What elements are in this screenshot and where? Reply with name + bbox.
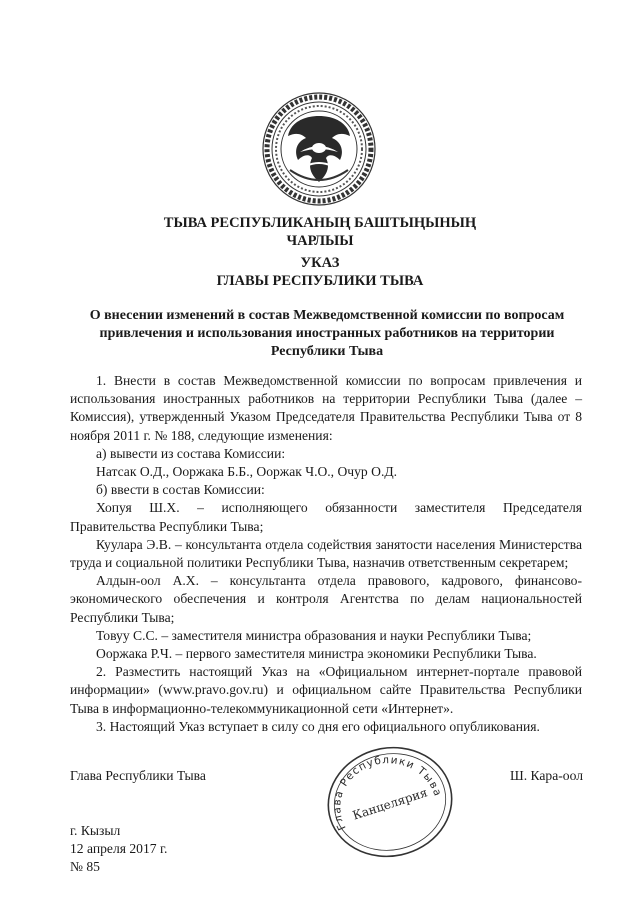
coat-of-arms-icon [260,90,378,208]
title-line-1: О внесении изменений в состав Межведомственной комиссии по вопросам [89,308,565,323]
stamp-ring-text: Глава Республики Тыва [331,754,444,833]
footer-city: г. Кызыл [70,823,121,838]
header-line-1: ТЫВА РЕСПУБЛИКАНЫҢ БАШТЫҢЫНЫҢ [163,215,477,231]
footer-date: 12 апреля 2017 г. [70,841,168,856]
paragraph-2: а) вывести из состава Комиссии: [96,445,286,461]
signature-name: Ш. Кара-оол [510,768,583,783]
header-line-3: УКАЗ [300,255,340,271]
paragraph-5: Хопуя Ш.Х. – исполняющего обязанности заместителя Председателя Правительства Республики Тыва; [70,500,582,534]
paragraph-10: 2. Разместить настоящий Указ на «Официальном интернет-портале правовой информации» (www.pravo.gov.ru) и официальном сайте Правительства Республики Тыва в информационно-телекоммуникационной сети «Интернет». [70,664,582,716]
paragraph-1: 1. Внести в состав Межведомственной комиссии по вопросам привлечения и использования иностранных работников на территории Республики Тыва (далее – Комиссия), утвержденный Указом Председателя Правительства Республики Тыва от 8 ноября 2011 г. № 188, следующие изменения: [70,373,582,443]
paragraph-6: Куулара Э.В. – консультанта отдела содействия занятости населения Министерства труда и социальной политики Республики Тыва, назначив ответственным секретарем; [70,536,582,571]
signature-position: Глава Республики Тыва [70,768,206,783]
stamp-center-text: Канцелярия [350,785,430,823]
paragraph-9: Ооржака Р.Ч. – первого заместителя министра экономики Республики Тыва. [96,646,537,662]
header-line-2: ЧАРЛЫЫ [286,233,354,249]
document-footer [70,822,167,876]
office-stamp-icon [318,742,458,860]
paragraph-7: Алдын-оол А.Х. – консультанта отдела правового, кадрового, финансово-экономического обеспечения и контроля Агентства по делам национальностей Республики Тыва; [70,573,582,625]
header-tuvan [0,214,640,250]
document-title [72,307,582,361]
paragraph-8: Товуу С.С. – заместителя министра образования и науки Республики Тыва; [96,627,532,643]
title-line-2: привлечения и использования иностранных работников на территории [99,326,555,341]
document-body [70,372,582,736]
paragraph-4: б) ввести в состав Комиссии: [96,482,265,498]
paragraph-11: 3. Настоящий Указ вступает в силу со дня его официального опубликования. [96,718,540,734]
title-line-3: Республики Тыва [270,344,384,359]
header-line-4: ГЛАВЫ РЕСПУБЛИКИ ТЫВА [216,273,424,289]
header-russian [0,254,640,290]
paragraph-3: Натсак О.Д., Ооржака Б.Б., Ооржак Ч.О., Очур О.Д. [96,464,398,480]
footer-number: № 85 [70,859,100,874]
